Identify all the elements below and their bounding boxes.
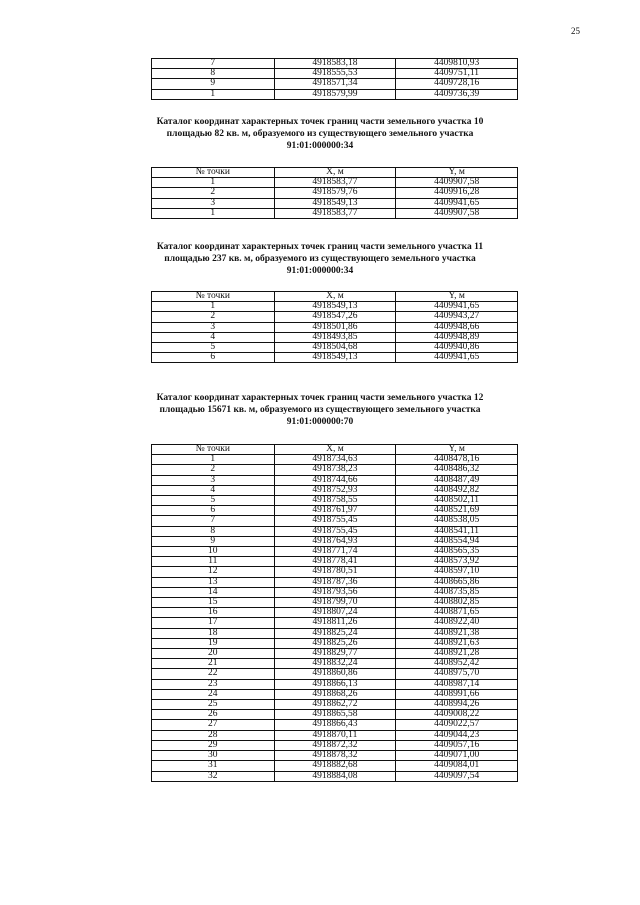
- cell-y: 4409044,23: [396, 730, 518, 740]
- cell-y: 4409736,39: [396, 89, 518, 99]
- cell-x: 4918793,56: [274, 587, 396, 597]
- cell-y: 4409941,65: [396, 353, 518, 363]
- cell-point-number: 19: [152, 638, 275, 648]
- cell-point-number: 8: [152, 526, 275, 536]
- cell-point-number: 31: [152, 761, 275, 771]
- caption-line: Каталог координат характерных точек границ части земельного участка 12: [156, 393, 484, 403]
- cell-x: 4918504,68: [274, 343, 396, 353]
- cell-y: 4408486,32: [396, 465, 518, 475]
- cell-y: 4409008,22: [396, 710, 518, 720]
- table-row: [152, 506, 518, 516]
- cell-x: 4918738,23: [274, 465, 396, 475]
- table-row: [152, 618, 518, 628]
- cell-x: 4918758,55: [274, 496, 396, 506]
- cell-point-number: 3: [152, 198, 275, 208]
- cell-y: 4408478,16: [396, 455, 518, 465]
- cell-point-number: 17: [152, 618, 275, 628]
- cell-y: 4408975,70: [396, 669, 518, 679]
- table-row: [152, 475, 518, 485]
- cell-x: 4918771,74: [274, 547, 396, 557]
- cell-x: 4918734,63: [274, 455, 396, 465]
- table-row: [152, 526, 518, 536]
- table-row: [152, 557, 518, 567]
- cell-point-number: 12: [152, 567, 275, 577]
- table-row: [152, 679, 518, 689]
- table-row: [152, 89, 518, 99]
- cell-y: 4408487,49: [396, 475, 518, 485]
- cell-y: 4409097,54: [396, 771, 518, 781]
- cell-point-number: 1: [152, 89, 275, 99]
- cell-point-number: 6: [152, 506, 275, 516]
- cell-y: 4408921,28: [396, 649, 518, 659]
- cell-y: 4409916,28: [396, 188, 518, 198]
- cell-point-number: 1: [152, 178, 275, 188]
- cell-y: 4408573,92: [396, 557, 518, 567]
- cell-x: 4918832,24: [274, 659, 396, 669]
- table-row: [152, 608, 518, 618]
- cell-x: 4918872,32: [274, 740, 396, 750]
- cell-x: 4918811,26: [274, 618, 396, 628]
- header-row: [152, 445, 518, 455]
- cell-y: 4408597,10: [396, 567, 518, 577]
- cell-point-number: 11: [152, 557, 275, 567]
- table-row: [152, 547, 518, 557]
- cell-x: 4918755,45: [274, 526, 396, 536]
- cell-x: 4918807,24: [274, 608, 396, 618]
- table-row: [152, 761, 518, 771]
- table-row: [152, 79, 518, 89]
- cell-point-number: 1: [152, 208, 275, 218]
- cell-y: 4408665,86: [396, 577, 518, 587]
- cell-x: 4918778,41: [274, 557, 396, 567]
- cell-x: 4918549,13: [274, 302, 396, 312]
- caption-line: 91:01:000000:34: [286, 141, 354, 151]
- coordinates-table-section-12: [151, 444, 518, 782]
- cell-x: 4918579,99: [274, 89, 396, 99]
- cell-point-number: 3: [152, 322, 275, 332]
- cell-point-number: 2: [152, 312, 275, 322]
- table-row: [152, 332, 518, 342]
- table-row: [152, 485, 518, 495]
- cell-point-number: 3: [152, 475, 275, 485]
- cell-y: 4409907,58: [396, 178, 518, 188]
- cell-point-number: 16: [152, 608, 275, 618]
- cell-point-number: 1: [152, 302, 275, 312]
- cell-point-number: 24: [152, 689, 275, 699]
- cell-y: 4409810,93: [396, 59, 518, 69]
- cell-point-number: 29: [152, 740, 275, 750]
- table-row: [152, 730, 518, 740]
- cell-x: 4918870,11: [274, 730, 396, 740]
- cell-x: 4918755,45: [274, 516, 396, 526]
- cell-y: 4408521,69: [396, 506, 518, 516]
- header-point-number: № точки: [152, 445, 275, 455]
- cell-y: 4409943,27: [396, 312, 518, 322]
- table-row: [152, 59, 518, 69]
- cell-point-number: 9: [152, 79, 275, 89]
- cell-y: 4408502,11: [396, 496, 518, 506]
- cell-x: 4918884,08: [274, 771, 396, 781]
- cell-point-number: 10: [152, 547, 275, 557]
- header-x: X, м: [274, 292, 396, 302]
- cell-x: 4918761,97: [274, 506, 396, 516]
- cell-y: 4409057,16: [396, 740, 518, 750]
- cell-x: 4918878,32: [274, 751, 396, 761]
- cell-x: 4918799,70: [274, 598, 396, 608]
- cell-x: 4918549,13: [274, 198, 396, 208]
- cell-point-number: 20: [152, 649, 275, 659]
- cell-y: 4408541,11: [396, 526, 518, 536]
- table-row: [152, 598, 518, 608]
- cell-x: 4918787,36: [274, 577, 396, 587]
- cell-y: 4408991,66: [396, 689, 518, 699]
- table-row: [152, 343, 518, 353]
- table-row: [152, 700, 518, 710]
- cell-y: 4408492,82: [396, 485, 518, 495]
- cell-point-number: 23: [152, 679, 275, 689]
- table-row: [152, 208, 518, 218]
- caption-line: Каталог координат характерных точек границ части земельного участка 11: [156, 242, 484, 252]
- cell-point-number: 8: [152, 69, 275, 79]
- table-row: [152, 516, 518, 526]
- header-y: Y, м: [396, 168, 518, 178]
- coordinates-table-continued: [151, 58, 518, 100]
- table-row: [152, 659, 518, 669]
- caption-line: площадью 237 кв. м, образуемого из существующего земельного участка: [164, 254, 476, 264]
- header-row: [152, 168, 518, 178]
- table-row: [152, 465, 518, 475]
- table-row: [152, 567, 518, 577]
- header-y: Y, м: [396, 445, 518, 455]
- table-row: [152, 322, 518, 332]
- cell-x: 4918583,18: [274, 59, 396, 69]
- caption-section-12: [120, 392, 520, 428]
- cell-point-number: 25: [152, 700, 275, 710]
- table-row: [152, 302, 518, 312]
- cell-point-number: 13: [152, 577, 275, 587]
- cell-point-number: 1: [152, 455, 275, 465]
- cell-y: 4408871,65: [396, 608, 518, 618]
- cell-y: 4409084,01: [396, 761, 518, 771]
- cell-point-number: 30: [152, 751, 275, 761]
- table-row: [152, 740, 518, 750]
- header-row: [152, 292, 518, 302]
- cell-point-number: 28: [152, 730, 275, 740]
- cell-point-number: 9: [152, 536, 275, 546]
- cell-x: 4918547,26: [274, 312, 396, 322]
- cell-x: 4918825,26: [274, 638, 396, 648]
- caption-line: площадью 15671 кв. м, образуемого из существующего земельного участка: [159, 405, 481, 415]
- cell-x: 4918549,13: [274, 353, 396, 363]
- cell-y: 4409948,66: [396, 322, 518, 332]
- cell-y: 4408921,38: [396, 628, 518, 638]
- header-x: X, м: [274, 445, 396, 455]
- cell-point-number: 6: [152, 353, 275, 363]
- caption-line: площадью 82 кв. м, образуемого из существующего земельного участка: [166, 129, 474, 139]
- header-point-number: № точки: [152, 292, 275, 302]
- cell-point-number: 14: [152, 587, 275, 597]
- table-row: [152, 587, 518, 597]
- cell-y: 4408565,35: [396, 547, 518, 557]
- cell-y: 4409907,58: [396, 208, 518, 218]
- cell-point-number: 4: [152, 485, 275, 495]
- cell-point-number: 32: [152, 771, 275, 781]
- cell-x: 4918825,24: [274, 628, 396, 638]
- cell-point-number: 2: [152, 465, 275, 475]
- table-row: [152, 669, 518, 679]
- page-number: 25: [571, 26, 580, 36]
- cell-y: 4409071,00: [396, 751, 518, 761]
- table-row: [152, 649, 518, 659]
- cell-y: 4409941,65: [396, 198, 518, 208]
- cell-point-number: 7: [152, 59, 275, 69]
- cell-point-number: 7: [152, 516, 275, 526]
- cell-x: 4918866,43: [274, 720, 396, 730]
- table-row: [152, 720, 518, 730]
- cell-y: 4408554,94: [396, 536, 518, 546]
- table-row: [152, 312, 518, 322]
- cell-y: 4409022,57: [396, 720, 518, 730]
- coordinates-table-section-11: [151, 291, 518, 363]
- cell-point-number: 5: [152, 496, 275, 506]
- table-row: [152, 69, 518, 79]
- cell-y: 4408987,14: [396, 679, 518, 689]
- cell-y: 4409940,86: [396, 343, 518, 353]
- cell-y: 4409751,11: [396, 69, 518, 79]
- cell-y: 4408735,85: [396, 587, 518, 597]
- table-row: [152, 496, 518, 506]
- table-row: [152, 198, 518, 208]
- table-row: [152, 628, 518, 638]
- cell-y: 4409948,89: [396, 332, 518, 342]
- cell-y: 4409941,65: [396, 302, 518, 312]
- table-row: [152, 638, 518, 648]
- cell-x: 4918829,77: [274, 649, 396, 659]
- cell-x: 4918583,77: [274, 178, 396, 188]
- cell-point-number: 21: [152, 659, 275, 669]
- cell-x: 4918583,77: [274, 208, 396, 218]
- table-row: [152, 751, 518, 761]
- table-row: [152, 536, 518, 546]
- caption-section-11: [120, 241, 520, 277]
- cell-x: 4918571,34: [274, 79, 396, 89]
- caption-line: 91:01:000000:34: [286, 266, 354, 276]
- table-row: [152, 188, 518, 198]
- cell-y: 4408952,42: [396, 659, 518, 669]
- table-row: [152, 577, 518, 587]
- cell-y: 4408994,26: [396, 700, 518, 710]
- cell-y: 4408922,40: [396, 618, 518, 628]
- cell-point-number: 22: [152, 669, 275, 679]
- table-row: [152, 771, 518, 781]
- cell-point-number: 26: [152, 710, 275, 720]
- cell-x: 4918862,72: [274, 700, 396, 710]
- cell-x: 4918780,51: [274, 567, 396, 577]
- table-row: [152, 455, 518, 465]
- coordinates-table-section-10: [151, 167, 518, 219]
- caption-section-10: [120, 116, 520, 152]
- table-row: [152, 710, 518, 720]
- cell-x: 4918866,13: [274, 679, 396, 689]
- cell-x: 4918579,76: [274, 188, 396, 198]
- cell-x: 4918752,93: [274, 485, 396, 495]
- cell-y: 4409728,16: [396, 79, 518, 89]
- cell-point-number: 27: [152, 720, 275, 730]
- cell-x: 4918744,66: [274, 475, 396, 485]
- header-x: X, м: [274, 168, 396, 178]
- cell-point-number: 18: [152, 628, 275, 638]
- caption-line: Каталог координат характерных точек границ части земельного участка 10: [156, 117, 484, 127]
- table-row: [152, 178, 518, 188]
- header-y: Y, м: [396, 292, 518, 302]
- table-row: [152, 353, 518, 363]
- cell-point-number: 15: [152, 598, 275, 608]
- cell-x: 4918865,58: [274, 710, 396, 720]
- cell-point-number: 5: [152, 343, 275, 353]
- header-point-number: № точки: [152, 168, 275, 178]
- cell-y: 4408802,85: [396, 598, 518, 608]
- cell-y: 4408538,05: [396, 516, 518, 526]
- caption-line: 91:01:000000:70: [286, 417, 354, 427]
- cell-x: 4918764,93: [274, 536, 396, 546]
- cell-x: 4918868,26: [274, 689, 396, 699]
- cell-point-number: 2: [152, 188, 275, 198]
- cell-y: 4408921,63: [396, 638, 518, 648]
- cell-x: 4918860,86: [274, 669, 396, 679]
- table-row: [152, 689, 518, 699]
- cell-point-number: 4: [152, 332, 275, 342]
- cell-x: 4918501,86: [274, 322, 396, 332]
- cell-x: 4918493,85: [274, 332, 396, 342]
- cell-x: 4918555,53: [274, 69, 396, 79]
- cell-x: 4918882,68: [274, 761, 396, 771]
